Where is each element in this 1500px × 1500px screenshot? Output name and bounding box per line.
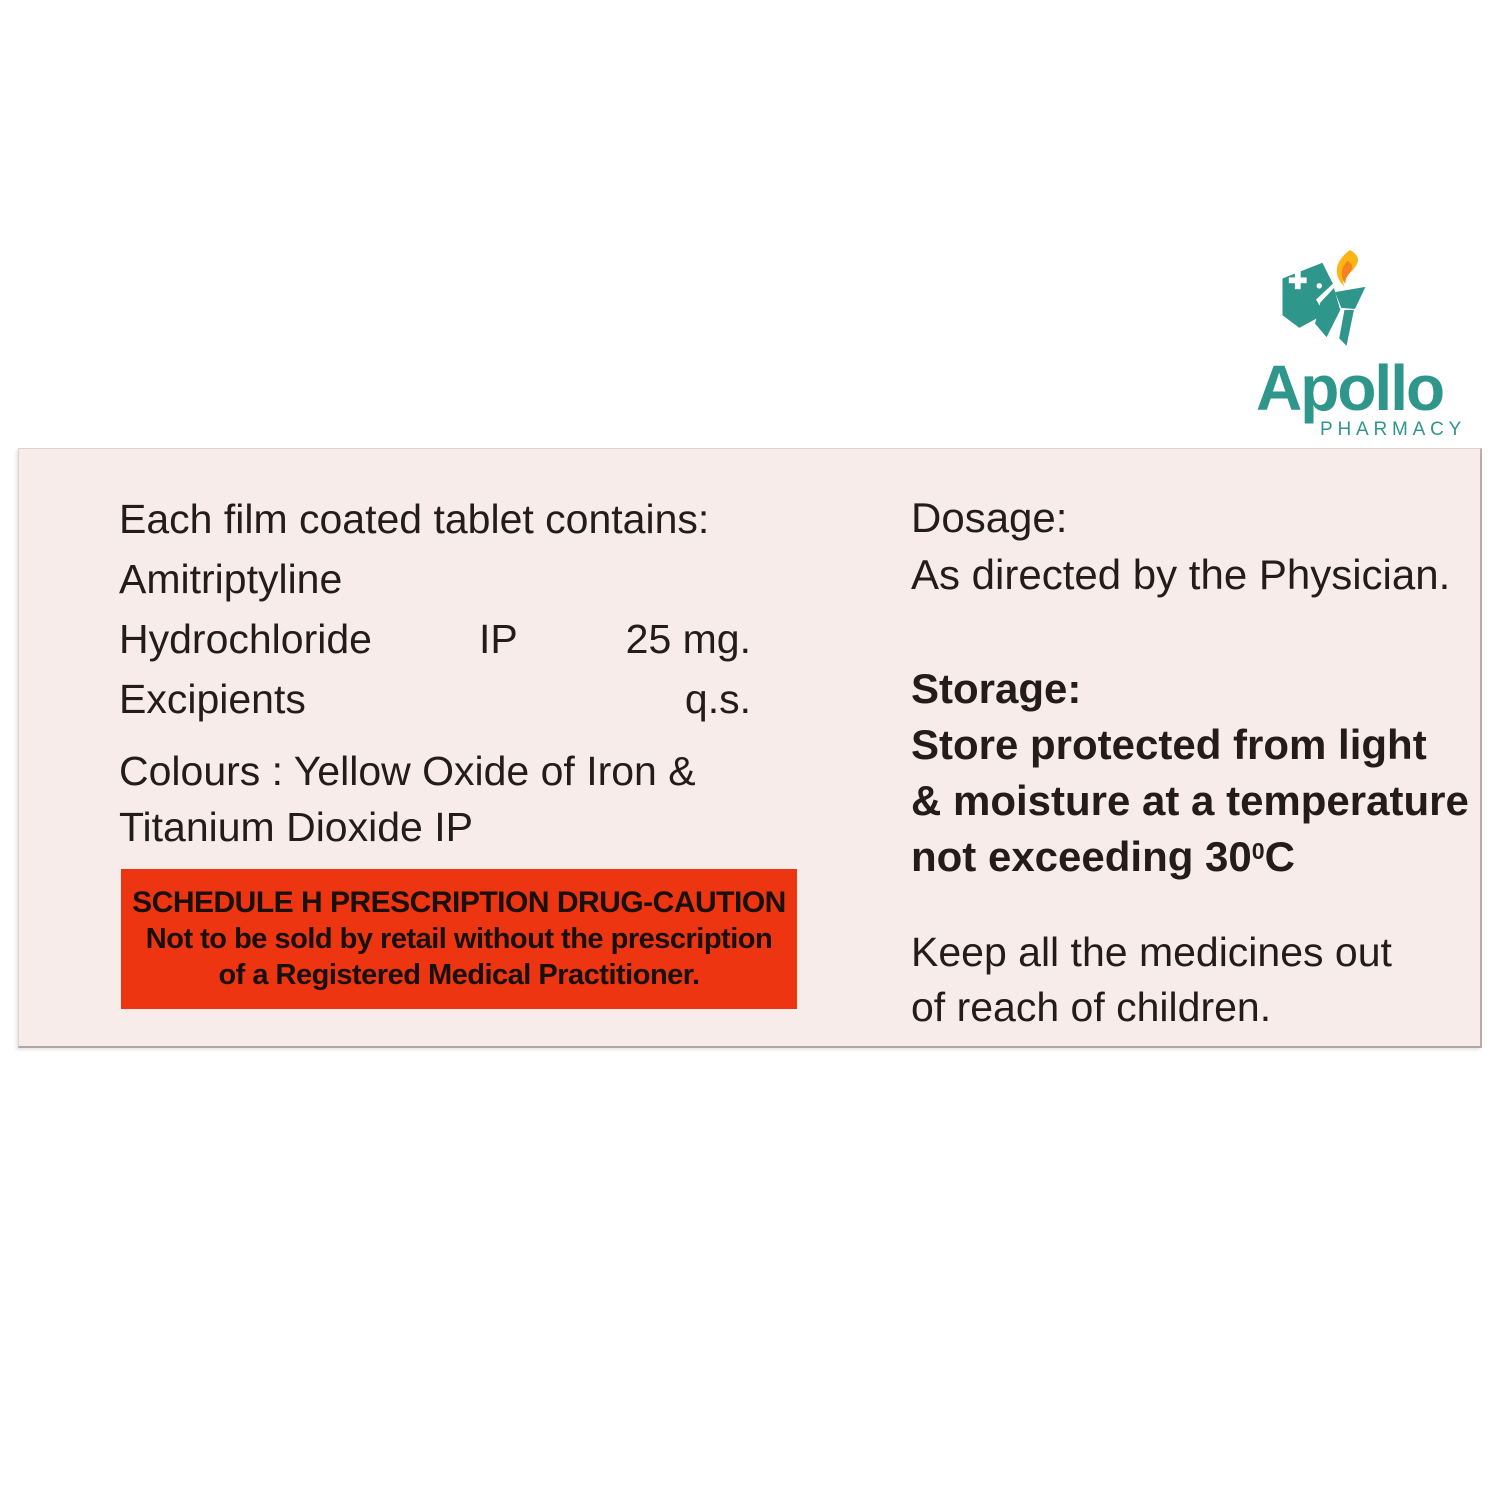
logo-brand-text: Apollo [1256, 352, 1444, 424]
composition-row [119, 669, 781, 729]
schedule-h-warning-box [121, 869, 797, 1009]
storage-text-line: Store protected from light [911, 721, 1427, 768]
medicine-label-panel [18, 448, 1482, 1048]
keep-away-line: of reach of children. [911, 984, 1272, 1030]
ingredient-qty: 25 mg. [625, 616, 751, 662]
schedule-h-text-line: Not to be sold by retail without the prescription [145, 923, 773, 955]
composition-block [119, 489, 781, 855]
storage-temp-unit: C [1264, 833, 1295, 880]
composition-row [119, 549, 781, 609]
ingredient-qty [571, 549, 751, 609]
storage-text-line: & moisture at a temperature [911, 777, 1469, 824]
storage-temp-superscript: 0 [1251, 838, 1265, 865]
keep-away-line: Keep all the medicines out [911, 929, 1392, 975]
storage-temp-prefix: not exceeding 30 [911, 833, 1252, 880]
ingredient-name: Excipients [119, 676, 306, 722]
colours-note [119, 743, 781, 855]
pharmacopoeia-mark [479, 669, 571, 729]
colours-line: Titanium Dioxide IP [119, 804, 473, 850]
dosage-text: As directed by the Physician. [911, 551, 1451, 598]
storage-temperature-line [911, 829, 1469, 891]
pharmacopoeia-mark: IP [479, 616, 518, 662]
logo-subbrand-text: PHARMACY [1320, 419, 1467, 441]
ingredient-qty: q.s. [684, 676, 751, 722]
composition-heading: Each film coated tablet contains: [119, 496, 710, 542]
keep-away-note [911, 925, 1392, 1035]
ingredient-name: Hydrochloride [119, 616, 372, 662]
storage-heading: Storage: [911, 665, 1082, 712]
dosage-block [911, 489, 1450, 603]
dosage-heading: Dosage: [911, 494, 1068, 541]
storage-block [911, 661, 1469, 891]
schedule-h-title: SCHEDULE H PRESCRIPTION DRUG-CAUTION [132, 886, 786, 919]
composition-row [119, 609, 781, 669]
schedule-h-text-line: of a Registered Medical Practitioner. [218, 959, 700, 991]
colours-line: Colours : Yellow Oxide of Iron & [119, 748, 696, 794]
ingredient-name: Amitriptyline [119, 556, 343, 602]
apollo-pharmacy-logo [1256, 246, 1480, 441]
pharmacopoeia-mark [479, 549, 571, 609]
